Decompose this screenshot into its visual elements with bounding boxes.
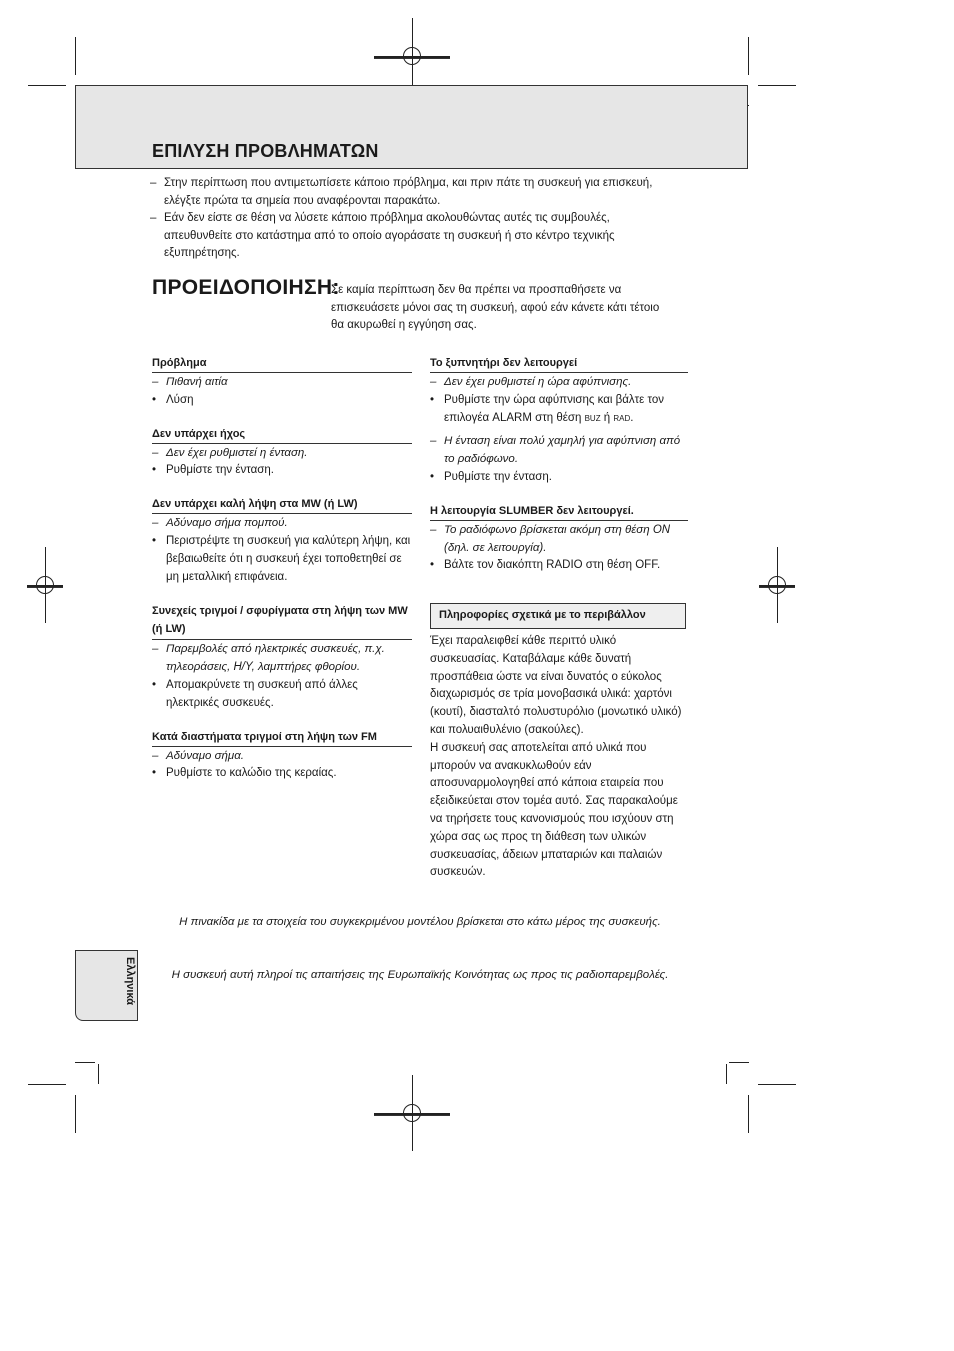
solution-line: • Λύση <box>152 393 194 406</box>
crop-mark <box>729 1062 749 1063</box>
problem-heading: Δεν υπάρχει ήχος <box>152 426 412 444</box>
intro-item: – Στην περίπτωση που αντιμετωπίσετε κάποιο πρόβλημα, και πριν πάτε τη συσκευή για επισκευή, ελέγξτε πρώτα τα σημεία που αναφέρονται παρακάτω. <box>150 177 653 207</box>
crop-mark <box>748 37 749 75</box>
crop-mark <box>75 1095 76 1133</box>
ec-compliance-note: Η συσκευή αυτή πληροί τις απαιτήσεις της Ευρωπαϊκής Κοινότητας ως προς τις ραδιοπαρεμβολές. <box>171 969 669 981</box>
problem-group <box>152 426 412 481</box>
environment-heading: Πληροφορίες σχετικά με το περιβάλλον <box>430 603 686 629</box>
crop-mark <box>98 1064 99 1084</box>
cause-line: – Δεν έχει ρυθμιστεί η ένταση. <box>152 446 308 459</box>
crop-mark <box>726 1064 727 1084</box>
crop-mark <box>758 1084 796 1085</box>
problem-heading: Δεν υπάρχει καλή λήψη στα MW (ή LW) <box>152 496 412 514</box>
troubleshooting-left-column <box>152 355 412 799</box>
cause-line: – Πιθανή αιτία <box>152 376 228 388</box>
language-tab-label: Ελληνικά <box>124 957 136 1005</box>
warning-title: ΠΡΟΕΙΔΟΠΟΙΗΣΗ: <box>152 276 340 299</box>
solution-line: • Ρυθμίστε την ώρα αφύπνισης και βάλτε τον επιλογέα ALARM στη θέση BUZ ή RAD. <box>430 393 665 424</box>
cause-line: – Αδύναμο σήμα πομπού. <box>152 517 288 530</box>
troubleshooting-right-column <box>430 355 688 882</box>
solution-line: • Απομακρύνετε τη συσκευή από άλλες ηλεκτρικές συσκευές. <box>152 678 358 709</box>
problem-group <box>430 503 688 575</box>
cause-line: – Παρεμβολές από ηλεκτρικές συσκευές, π.χ. τηλεοράσεις, H/Y, λαμπτήρες φθορίου. <box>152 643 385 674</box>
problem-heading: Συνεχείς τριγμοί / σφυρίγματα στη λήψη των MW (ή LW) <box>152 602 412 640</box>
cause-line: – Αδύναμο σήμα. <box>152 749 244 762</box>
problem-heading: Πρόβλημα <box>152 355 412 373</box>
problem-heading: Το ξυπνητήρι δεν λειτουργεί <box>430 355 688 373</box>
solution-line: • Ρυθμίστε την ένταση. <box>152 464 274 477</box>
problem-heading: Κατά διαστήματα τριγμοί στη λήψη των FM <box>152 729 412 747</box>
cause-line: – Η ένταση είναι πολύ χαμηλή για αφύπνιση από το ραδιόφωνο. <box>430 435 681 466</box>
cause-line: – Δεν έχει ρυθμιστεί η ώρα αφύπνισης. <box>430 376 632 388</box>
warning-text: Σε καμία περίπτωση δεν θα πρέπει να προσπαθήσετε να επισκευάσετε μόνοι σας τη συσκευή, αφού εάν κάνετε κάτι τέτοιο θα ακυρωθεί η εγγύηση σας. <box>331 284 660 331</box>
crop-mark <box>75 37 76 75</box>
model-plate-note: Η πινακίδα με τα στοιχεία του συγκεκριμένου μοντέλου βρίσκεται στο κάτω μέρος της συσκευής. <box>179 916 661 928</box>
crop-mark <box>758 85 796 86</box>
problem-group <box>152 602 412 712</box>
environment-paragraph: Έχει παραλειφθεί κάθε περιττό υλικό συσκευασίας. Καταβάλαμε κάθε δυνατή προσπάθεια ώστε να είναι δυνατός ο εύκολος διαχωρισμός σε τρία μονοβασικά υλικά: χαρτόνι (κουτί), διασταλτό πολυστυρόλιο (μονωτικό υλικό) και πολυαιθυλένιο (σακούλες). <box>430 634 682 736</box>
solution-line: • Ρυθμίστε το καλώδιο της κεραίας. <box>152 767 337 780</box>
solution-line: • Ρυθμίστε την ένταση. <box>430 470 552 483</box>
solution-line: • Περιστρέψτε τη συσκευή για καλύτερη λήψη, και βεβαιωθείτε ότι η συσκευή έχει τοποθετηθεί σε μη μεταλλική επιφάνεια. <box>152 534 411 583</box>
crop-mark <box>28 1084 66 1085</box>
intro-item: – Εάν δεν είστε σε θέση να λύσετε κάποιο πρόβλημα ακολουθώντας αυτές τις συμβουλές, απευθυνθείτε στο κατάστημα από το οποίο αγοράσατε τη συσκευή ή στο κέντρο τεχνικής εξυπηρέτησης. <box>150 212 615 259</box>
language-tab <box>75 950 138 1021</box>
crop-mark <box>28 85 66 86</box>
intro-list <box>150 175 680 263</box>
solution-line: • Βάλτε τον διακόπτη RADIO στη θέση OFF. <box>430 559 661 572</box>
crop-mark <box>75 1062 95 1063</box>
problem-heading: Η λειτουργία SLUMBER δεν λειτουργεί. <box>430 503 688 521</box>
environment-paragraph: Η συσκευή σας αποτελείται από υλικά που μπορούν να ανακυκλωθούν εάν αποσυναρμολογηθεί από κάποια εταιρεία που εξειδικεύεται στον τομέα αυτό. Σας παρακαλούμε να τηρήσετε τους κανονισμούς που ισχύουν στη χώρα σας ως προς τη διάθεση των υλικών συσκευασίας, άδειων μπαταριών και παλαιών συσκευών. <box>430 741 678 879</box>
problem-group <box>152 496 412 586</box>
cause-line: – Το ραδιόφωνο βρίσκεται ακόμη στη θέση ON (δηλ. σε λειτουργία). <box>430 523 671 554</box>
page-title: ΕΠΙΛΥΣΗ ΠΡΟΒΛΗΜΑΤΩΝ <box>152 141 379 161</box>
legend-group <box>152 355 412 410</box>
problem-group <box>430 355 688 487</box>
crop-mark <box>748 1095 749 1133</box>
problem-group <box>152 729 412 784</box>
environment-section <box>430 603 688 882</box>
